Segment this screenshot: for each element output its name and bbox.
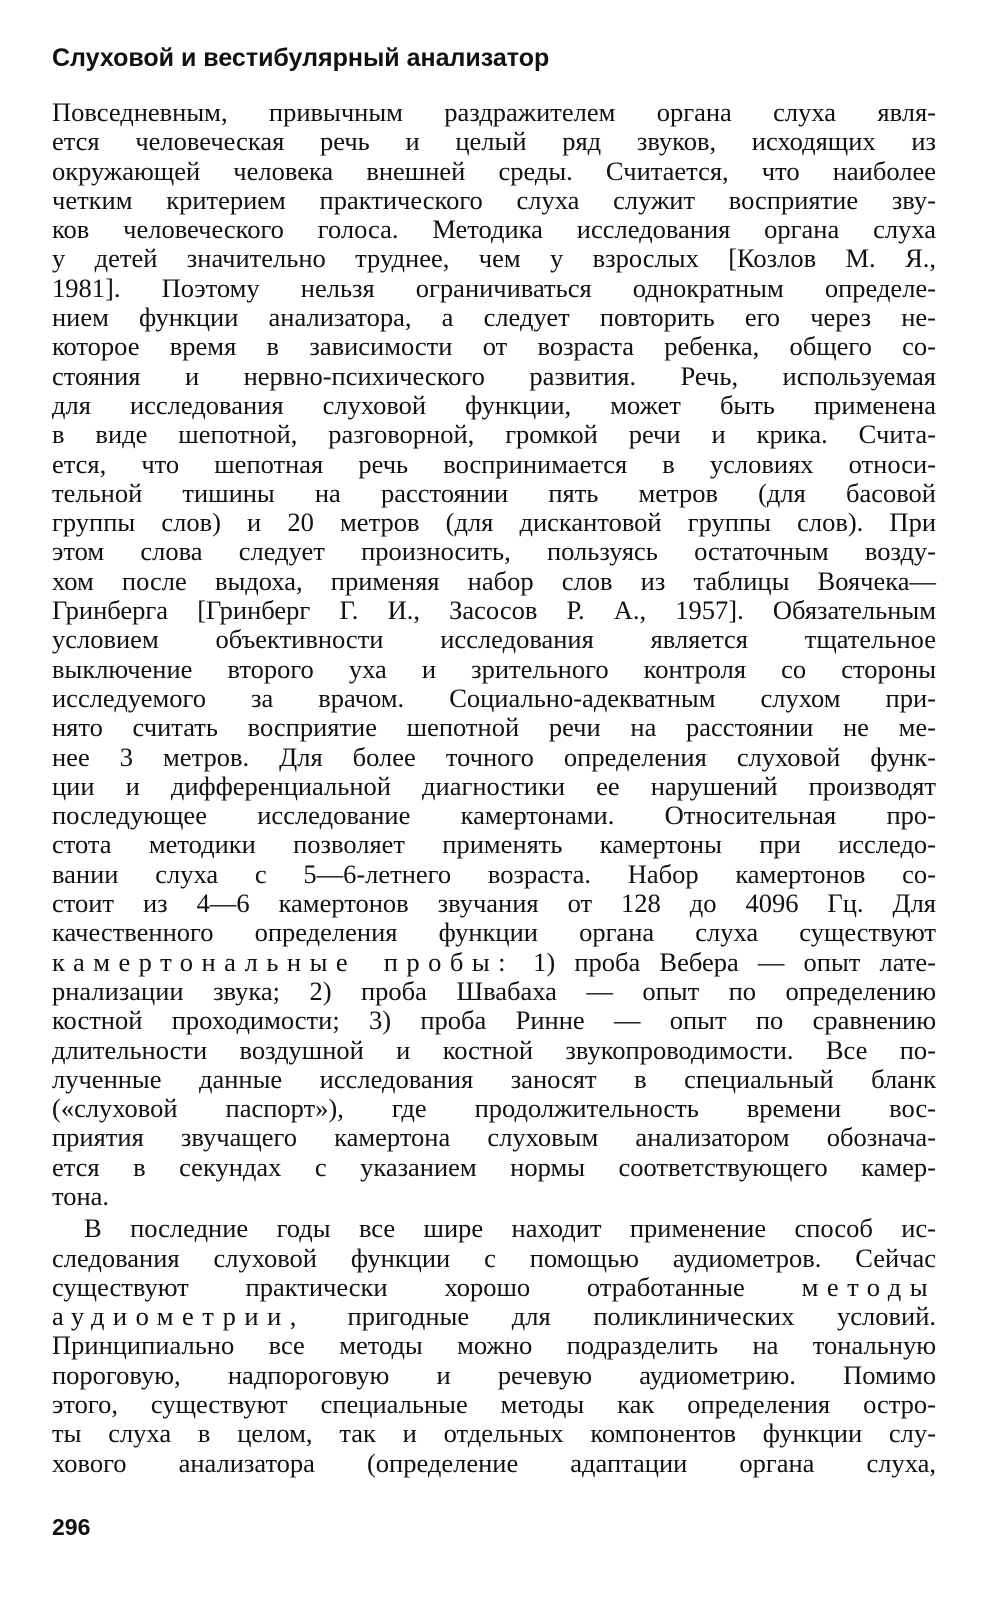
text-line: Принципиально все методы можно подразделить на тональную	[52, 1330, 936, 1361]
body-text	[52, 98, 936, 1478]
section-heading: Слуховой и вестибулярный анализатор	[52, 44, 550, 72]
paragraph-1	[52, 98, 936, 1211]
text-line: нято считать восприятие шепотной речи на расстоянии не ме-	[52, 712, 936, 743]
text-line: вании слуха с 5—6-летнего возраста. Набор камертонов со-	[52, 858, 936, 889]
text-line: окружающей человека внешней среды. Считается, что наиболее	[52, 155, 936, 186]
text-line: последующее исследование камертонами. Относительная про-	[52, 800, 936, 831]
text-fragment: 1) проба Вебера — опыт лате-	[513, 946, 936, 977]
text-line: В последние годы все шире находит применение способ ис-	[84, 1213, 936, 1244]
text-fragment: существуют практически хорошо отработанные	[52, 1271, 802, 1302]
text-line: условием объективности исследования является тщательное	[52, 624, 936, 655]
text-line: группы слов) и 20 метров (для дискантовой группы слов). При	[52, 507, 936, 538]
spaced-term: методы	[801, 1271, 936, 1302]
text-line: стояния и нервно-психического развития. Речь, используемая	[52, 360, 936, 391]
text-line-spaced	[52, 948, 936, 977]
text-line: 1981]. Поэтому нельзя ограничиваться однократным определе-	[52, 272, 936, 303]
text-line: стота методики позволяет применять камертоны при исследо-	[52, 829, 936, 860]
text-line: стоит из 4—6 камертонов звучания от 128 до 4096 Гц. Для	[52, 888, 936, 919]
text-fragment: пригодные для поликлинических условий.	[304, 1301, 936, 1332]
text-line: ты слуха в целом, так и отдельных компонентов функции слу-	[52, 1418, 936, 1449]
text-line: для исследования слуховой функции, может быть применена	[52, 389, 936, 420]
text-line: у детей значительно труднее, чем у взрослых [Козлов М. Я.,	[52, 243, 936, 274]
text-line: тельной тишины на расстоянии пять метров (для басовой	[52, 477, 936, 508]
text-line: нием функции анализатора, а следует повторить его через не-	[52, 302, 936, 333]
text-line: хом после выдоха, применяя набор слов из таблицы Воячека—	[52, 565, 936, 596]
text-line: Повседневным, привычным раздражителем органа слуха явля-	[52, 97, 936, 127]
text-line: ется в секундах с указанием нормы соответствующего камер-	[52, 1151, 936, 1182]
text-line: которое время в зависимости от возраста ребенка, общего со-	[52, 331, 936, 362]
text-line: ков человеческого голоса. Методика исследования органа слуха	[52, 214, 936, 245]
text-line: нее 3 метров. Для более точного определения слуховой функ-	[52, 741, 936, 772]
text-line-spaced	[52, 1302, 936, 1331]
text-line: в виде шепотной, разговорной, громкой речи и крика. Счита-	[52, 419, 936, 450]
text-line: («слуховой паспорт»), где продолжительность времени вос-	[52, 1093, 936, 1124]
text-line: лученные данные исследования заносят в специальный бланк	[52, 1063, 936, 1094]
spaced-term: аудиометрии,	[52, 1301, 305, 1332]
text-line: ется человеческая речь и целый ряд звуков, исходящих из	[52, 126, 936, 157]
text-line: хового анализатора (определение адаптации органа слуха,	[52, 1447, 936, 1478]
text-line: рнализации звука; 2) проба Швабаха — опыт по определению	[52, 975, 936, 1006]
text-line: выключение второго уха и зрительного контроля со стороны	[52, 653, 936, 684]
text-line: Гринберга [Гринберг Г. И., Засосов Р. А., 1957]. Обязательным	[52, 595, 936, 626]
text-line: исследуемого за врачом. Социально-адекватным слухом при-	[52, 682, 936, 713]
text-line: ется, что шепотная речь воспринимается в условиях относи-	[52, 448, 936, 479]
text-line: приятия звучащего камертона слуховым анализатором обознача-	[52, 1122, 936, 1153]
text-line: четким критерием практического слуха служит восприятие зву-	[52, 184, 936, 215]
text-line: ции и дифференциальной диагностики ее нарушений производят	[52, 770, 936, 801]
text-line: следования слуховой функции с помощью аудиометров. Сейчас	[52, 1242, 936, 1273]
page-number: 296	[52, 1514, 91, 1540]
text-line: длительности воздушной и костной звукопроводимости. Все по-	[52, 1034, 936, 1065]
text-line-spaced	[52, 1273, 936, 1302]
paragraph-2	[52, 1214, 936, 1478]
text-line: этом слова следует произносить, пользуясь остаточным возду-	[52, 536, 936, 567]
spaced-term: камертональные пробы:	[52, 946, 514, 977]
text-line: этого, существуют специальные методы как определения остро-	[52, 1389, 936, 1420]
text-line: тона.	[52, 1180, 110, 1211]
text-line: пороговую, надпороговую и речевую аудиометрию. Помимо	[52, 1359, 936, 1390]
text-line: костной проходимости; 3) проба Ринне — опыт по сравнению	[52, 1005, 936, 1036]
text-line: качественного определения функции органа слуха существуют	[52, 917, 936, 948]
